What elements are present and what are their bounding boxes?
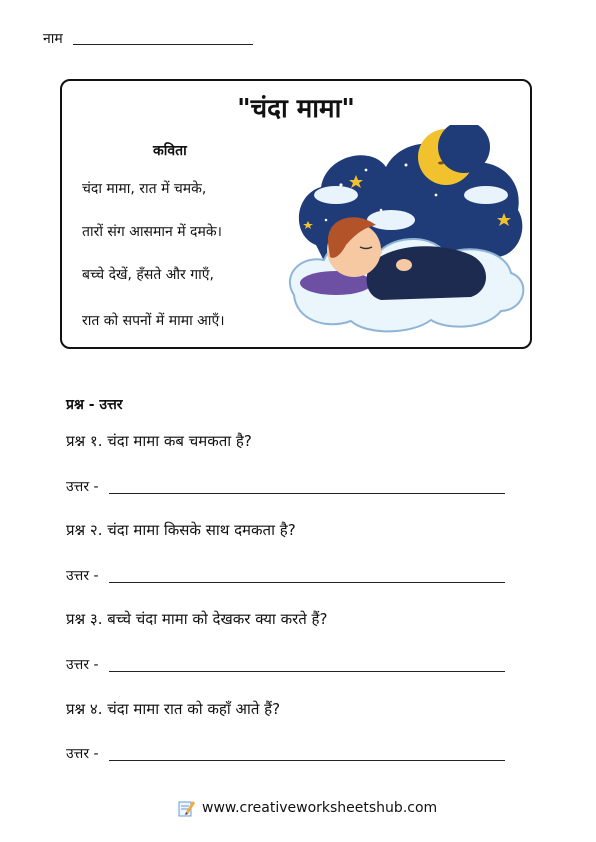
poem-box: [60, 79, 532, 349]
answer-label: उत्तर -: [66, 568, 99, 584]
star-icon: [405, 164, 408, 167]
poem-title: "चंदा मामा": [237, 94, 355, 124]
question-1: प्रश्न १. चंदा मामा कब चमकता है?: [66, 432, 252, 450]
footer: [176, 798, 437, 818]
answer-blank-line[interactable]: [109, 582, 505, 583]
star-icon: [325, 219, 328, 222]
poem-line: रात को सपनों में मामा आएँ।: [82, 313, 225, 329]
answer-row-1: [66, 477, 505, 496]
answer-label: उत्तर -: [66, 479, 99, 495]
website-link[interactable]: www.creativeworksheetshub.com: [202, 800, 438, 816]
qa-heading: प्रश्न - उत्तर: [66, 397, 123, 413]
answer-row-4: [66, 744, 505, 763]
question-4: प्रश्न ४. चंदा मामा रात को कहाँ आते हैं?: [66, 700, 281, 718]
answer-row-3: [66, 655, 505, 674]
star-icon: [435, 194, 438, 197]
name-field-row: [43, 29, 253, 48]
poem-line: चंदा मामा, रात में चमके,: [82, 181, 207, 197]
boy-hand: [396, 259, 412, 271]
answer-blank-line[interactable]: [109, 760, 505, 761]
name-blank-line[interactable]: [73, 44, 253, 45]
star-icon: [365, 169, 368, 172]
answer-blank-line[interactable]: [109, 493, 505, 494]
star-icon: [339, 183, 342, 186]
name-label: नाम: [43, 31, 63, 47]
answer-row-2: [66, 566, 505, 585]
question-2: प्रश्न २. चंदा मामा किसके साथ दमकता है?: [66, 521, 296, 539]
answer-label: उत्तर -: [66, 657, 99, 673]
answer-label: उत्तर -: [66, 746, 99, 762]
pencil-paper-logo-icon: [176, 798, 196, 818]
poem-line: बच्चे देखें, हँसते और गाएँ,: [82, 267, 214, 283]
sleeping-boy-moon-illustration: [286, 125, 530, 335]
poem-line: तारों संग आसमान में दमके।: [82, 224, 222, 240]
cloud-icon: [367, 210, 415, 230]
question-3: प्रश्न ३. बच्चे चंदा मामा को देखकर क्या करते हैं?: [66, 610, 328, 628]
cloud-icon: [464, 186, 508, 204]
poem-subtitle: कविता: [153, 143, 187, 159]
cloud-icon: [314, 186, 358, 204]
answer-blank-line[interactable]: [109, 671, 505, 672]
